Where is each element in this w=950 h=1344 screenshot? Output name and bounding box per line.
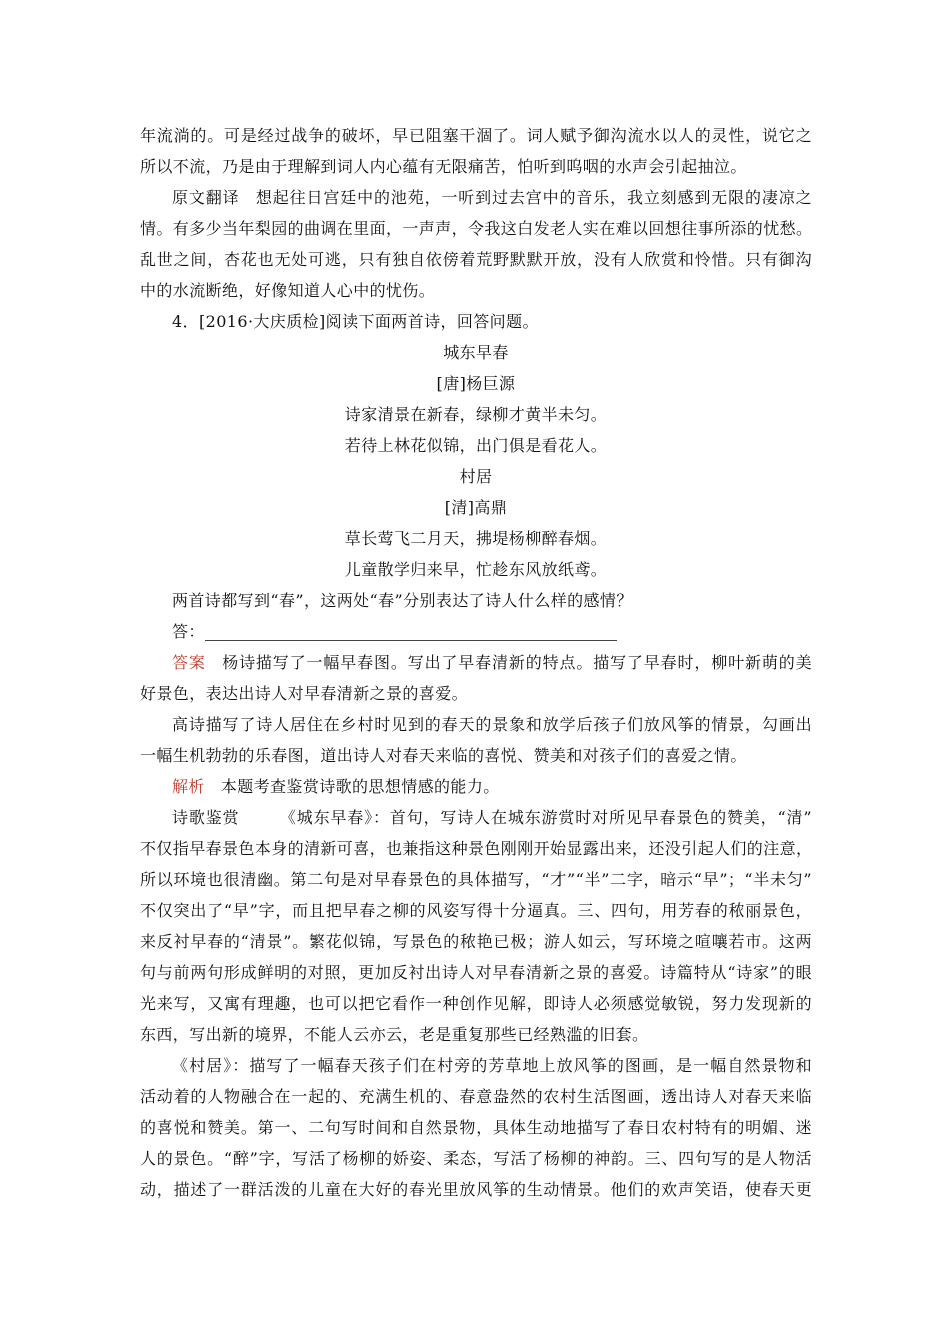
answer-blank-row — [140, 616, 812, 647]
text-line: 人的景色。“醉”字，写活了杨柳的娇姿、柔态，写活了杨柳的神韵。三、四句写的是人物活 — [140, 1149, 812, 1168]
text-line: 的喜悦和赞美。第一、二句写时间和自然景物，具体生动地描写了春日农村特有的明媚、迷 — [140, 1118, 812, 1137]
text-line: 中的水流断绝，好像知道人心中的忧伤。 — [140, 281, 436, 300]
analysis-label: 解析 — [172, 777, 205, 796]
text-line: 情。有多少当年梨园的曲调在里面，一声声，令我这白发老人实在难以回想往事所添的忧愁。 — [140, 219, 812, 238]
question-heading: 4．[2016·大庆质检]阅读下面两首诗，回答问题。 — [172, 312, 539, 331]
document-page — [140, 120, 812, 1205]
translation-paragraph-start — [140, 182, 812, 213]
text-line: 东西，写出新的境界，不能人云亦云，老是重复那些已经熟滥的旧套。 — [140, 1025, 649, 1044]
text-line: 一幅生机勃勃的乐春图，道出诗人对春天来临的喜悦、赞美和对孩子们的喜爱之情。 — [140, 746, 747, 765]
text-line: 《村居》：描写了一幅春天孩子们在村旁的芳草地上放风筝的图画，是一幅自然景物和 — [172, 1056, 812, 1075]
text-line: 所以不流，乃是由于理解到词人内心蕴有无限痛苦，怕听到呜咽的水声会引起抽泣。 — [140, 157, 747, 176]
translation-label: 原文翻译 — [172, 188, 240, 207]
answer-label: 答案 — [172, 653, 206, 672]
appreciation-text: 《城东早春》：首句，写诗人在城东游赏时对所见早春景色的赞美，“清” — [279, 808, 812, 827]
text-line: 句与前两句形成鲜明的对照，更加反衬出诗人对早春清新之景的喜爱。诗篇特从“诗家”的眼 — [140, 963, 812, 982]
analysis-text: 本题考查鉴赏诗歌的思想情感的能力。 — [220, 777, 500, 796]
answer-paragraph-start — [140, 647, 812, 678]
poem-author: [唐]杨巨源 — [436, 374, 516, 393]
poem-line: 诗家清景在新春，绿柳才黄半未匀。 — [344, 405, 608, 424]
poem-title: 村居 — [459, 467, 493, 486]
text-line: 所以环境也很清幽。第二句是对早春景色的具体描写，“才”“半”二字，暗示“早”；“半未匀” — [140, 870, 812, 889]
text-line: 来反衬早春的“清景”。繁花似锦，写景色的秾艳已极；游人如云，写环境之喧嚷若市。这两 — [140, 932, 812, 951]
text-line: 光来写，又寓有理趣，也可以把它看作一种创作见解，即诗人必须感觉敏锐，努力发现新的 — [140, 994, 812, 1013]
answer-prompt: 答： — [172, 622, 205, 641]
text-line: 动，描述了一群活泼的儿童在大好的春光里放风筝的生动情景。他们的欢声笑语，使春天更 — [140, 1180, 812, 1199]
text-line: 不仅突出了“早”字，而且把早春之柳的风姿写得十分逼真。三、四句，用芳春的秾丽景色， — [140, 901, 812, 920]
text-line: 好景色，表达出诗人对早春清新之景的喜爱。 — [140, 684, 469, 703]
poem-line: 若待上林花似锦，出门俱是看花人。 — [344, 436, 608, 455]
appreciation-paragraph-start — [140, 802, 812, 833]
poem-author: [清]高鼎 — [444, 498, 508, 517]
answer-blank-line — [205, 620, 617, 641]
text-line: 高诗描写了诗人居住在乡村时见到的春天的景象和放学后孩子们放风筝的情景，勾画出 — [172, 715, 812, 734]
text-line: 活动着的人物融合在一起的、充满生机的、春意盎然的农村生活图画，透出诗人对春天来临 — [140, 1087, 812, 1106]
poem-title: 城东早春 — [443, 343, 509, 362]
translation-text: 想起往日宫廷中的池苑，一听到过去宫中的音乐，我立刻感到无限的凄凉之 — [255, 188, 812, 207]
appreciation-label: 诗歌鉴赏 — [172, 808, 240, 827]
question-prompt: 两首诗都写到“春”，这两处“春”分别表达了诗人什么样的感情？ — [172, 591, 633, 610]
text-line: 不仅指早春景色本身的清新可喜，也兼指这种景色刚刚开始显露出来，还没引起人们的注意， — [140, 839, 812, 858]
analysis-paragraph — [140, 771, 812, 802]
poem-line: 草长莺飞二月天，拂堤杨柳醉春烟。 — [344, 529, 608, 548]
text-line: 年流淌的。可是经过战争的破坏，早已阻塞干涸了。词人赋予御沟流水以人的灵性，说它之 — [140, 126, 812, 145]
answer-text: 杨诗描写了一幅早春图。写出了早春清新的特点。描写了早春时，柳叶新萌的美 — [221, 653, 812, 672]
text-line: 乱世之间，杏花也无处可逃，只有独自依傍着荒野默默开放，没有人欣赏和怜惜。只有御沟 — [140, 250, 812, 269]
poem-line: 儿童散学归来早，忙趁东风放纸鸢。 — [344, 560, 608, 579]
